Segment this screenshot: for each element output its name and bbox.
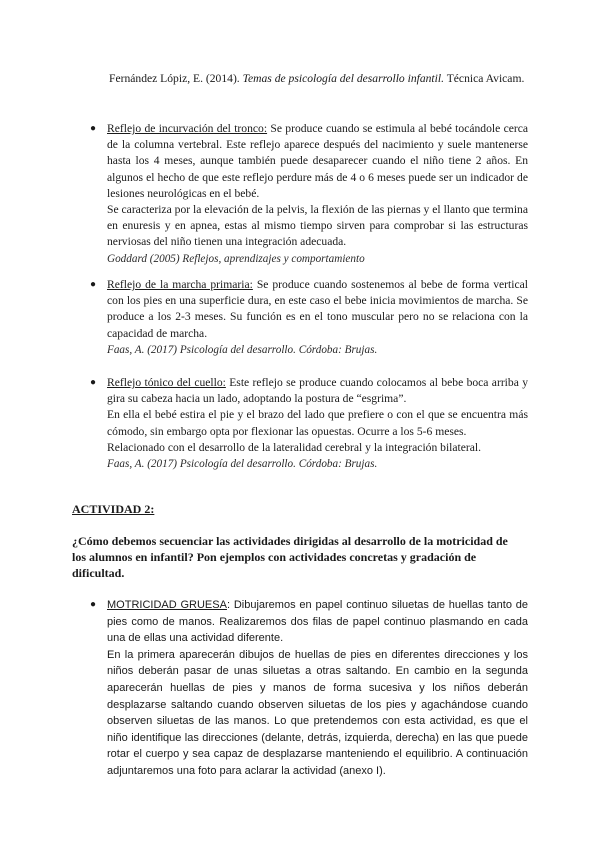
bullet-term: Reflejo de la marcha primaria: — [107, 278, 253, 291]
reference-top — [109, 70, 560, 88]
bullet-term: Reflejo tónico del cuello: — [107, 376, 226, 389]
bullet-paragraph — [107, 121, 528, 202]
bullet-paragraph — [107, 277, 528, 342]
bullet-item-motricidad-gruesa — [90, 597, 528, 780]
activity-question: ¿Cómo debemos secuenciar las actividades dirigidas al desarrollo de la motricidad de los alumnos en infantil? Pon ejemplos con actividades concretas y gradación de dificultad. — [72, 534, 508, 581]
bullet-text: Se produce cuando se estimula al bebé tocándole cerca de la columna vertebral. Este reflejo aparece después del nacimiento y suele mantenerse hasta los 4 meses, aunque también puede desaparecer cuando el niño tiene 2 años. En algunos el hecho de que este reflejo perdure más de 4 o 6 meses puede ser un indicador de lesiones neurológicas en el bebé. — [107, 122, 529, 200]
bullet-term: Reflejo de incurvación del tronco: — [107, 122, 268, 135]
bullet-text: : Dibujaremos en papel continuo siluetas de huellas tanto de pies como de manos. Realizaremos dos filas de papel continuo plasmando en cada una de ellas una actividad diferente. — [107, 599, 528, 645]
bullet-paragraph-3: Relacionado con el desarrollo de la lateralidad cerebral y la integración bilateral. — [107, 440, 482, 454]
bullet-item-incurvacion — [90, 121, 528, 267]
bullet-paragraph-2: En ella el bebé estira el pie y el brazo del lado que prefiere o con el que se encuentra más cómodo, sin embargo opta por flexionar las opuestas. Ocurre a los 5-6 meses. — [107, 408, 528, 438]
bullet-paragraph-2: Se caracteriza por la elevación de la pelvis, la flexión de las piernas y el llanto que termina en enuresis y en apnea, estas al mismo tiempo sirven para comprobar si las estructuras nerviosas del niño tienen una integración adecuada. — [107, 203, 528, 249]
reference-title: Temas de psicología del desarrollo infantil. — [242, 72, 444, 85]
bullet-paragraph-2: En la primera aparecerán dibujos de huellas de pies en diferentes direcciones y los niños deberán pasar de unas siluetas a otras saltando. En cambio en la segunda aparecerán huellas de pies y manos de forma sucesiva y los niños deberán desplazarse saltando cuando observen siluetas de los pies y agachándose cuando observen siluetas de las manos. Lo que pretendemos con esta actividad, es que el niño identifique las direcciones (delante, detrás, izquierda, derecha) en las que puede rotar el cuerpo y sea capaz de desplazarse manteniendo el equilibrio. A continuación adjuntaremos una foto para aclarar la actividad (anexo I). — [107, 648, 528, 777]
reference-prefix: Fernández Lópiz, E. (2014). — [109, 72, 243, 85]
bullet-icon: ● — [90, 377, 97, 388]
bullet-term: MOTRICIDAD GRUESA — [107, 599, 227, 611]
activity-title: ACTIVIDAD 2: — [72, 502, 155, 516]
bullet-paragraph — [107, 375, 528, 407]
bullet-citation: Faas, A. (2017) Psicología del desarrollo. Córdoba: Brujas. — [107, 343, 378, 356]
bullet-item-marcha — [90, 277, 528, 358]
bullet-citation: Faas, A. (2017) Psicología del desarrollo. Córdoba: Brujas. — [107, 458, 378, 471]
bullet-text: Se produce cuando sostenemos al bebe de forma vertical con los pies en una superficie dura, en este caso el bebe inicia movimientos de marcha. Se produce a los 2-3 meses. Su función es en el tono muscular pero no se relaciona con la capacidad de marcha. — [107, 278, 528, 340]
bullet-icon: ● — [90, 279, 97, 290]
bullet-paragraph — [107, 597, 528, 647]
bullet-icon: ● — [90, 599, 97, 610]
bullet-citation: Goddard (2005) Reflejos, aprendizajes y comportamiento — [107, 252, 365, 265]
bullet-text: Este reflejo se produce cuando colocamos al bebe boca arriba y gira su cabeza hacia un lado, adoptando la postura de “esgrima”. — [107, 376, 528, 406]
reference-suffix: Técnica Avicam. — [444, 72, 525, 85]
bullet-icon: ● — [90, 123, 97, 134]
bullet-item-tonico — [90, 375, 528, 472]
